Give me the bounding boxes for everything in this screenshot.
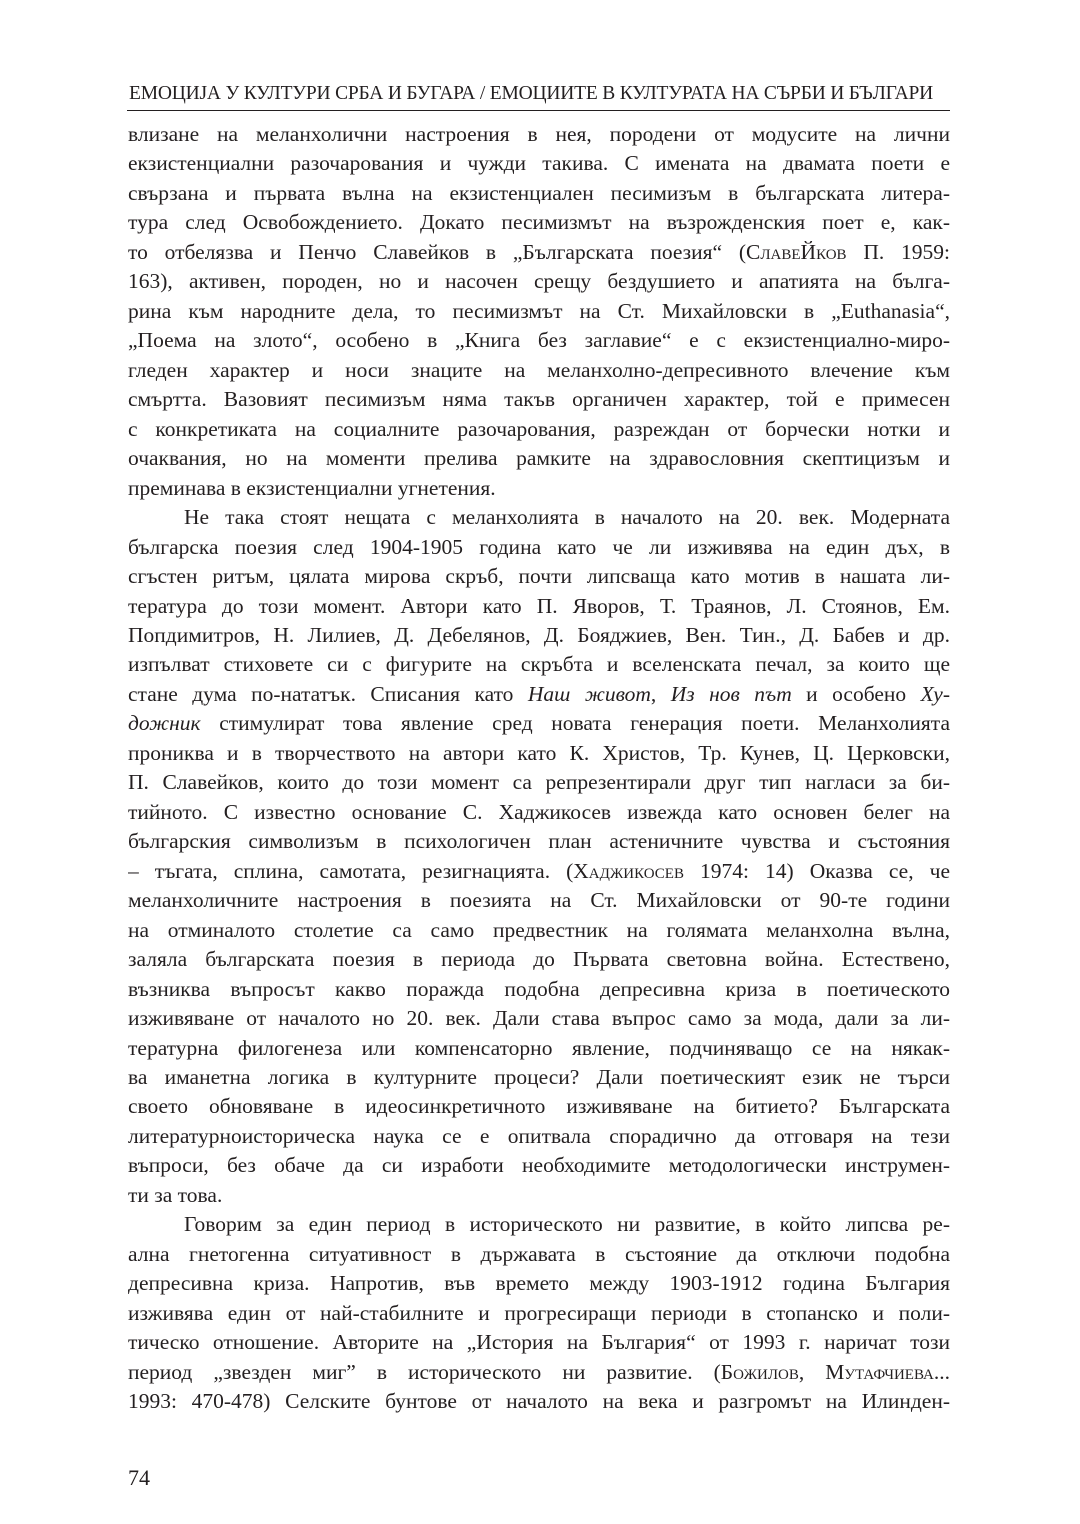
running-header: ЕМОЦИЈА У КУЛТУРИ СРБА И БУГАРА / ЕМОЦИИТЕ В КУЛТУРАТА НА СЪРБИ И БЪЛГАРИ [129, 83, 934, 104]
text-line: тийното. С известно основание С. Хаджикосев извежда като основен белег на [128, 799, 950, 824]
text-line: меланхоличните настроения в поезията на Ст. Михайловски от 90-те години [128, 888, 950, 913]
text-line: – тъгата, сплина, самотата, резигнацията. (Хаджикосев 1974: 14) Оказва се, че [128, 858, 950, 883]
text-line: то отбелязва и Пенчо Славейков в „Българската поезия“ (СлавеЙков П. 1959: [128, 239, 950, 264]
text-line: изживява един от най-стабилните и прогресиращи периоди в стопанско и поли- [128, 1300, 950, 1325]
citation-author: Божилов [720, 1359, 799, 1384]
text-line: Попдимитров, Н. Лилиев, Д. Дебелянов, Д. Бояджиев, Вен. Тин., Д. Бабев и др. [128, 622, 950, 647]
text-line: с конкретиката на социалните разочарования, разреждан от борчески нотки и [128, 416, 950, 441]
journal-title: Из нов път [670, 681, 792, 706]
text-line: гледен характер и носи знаците на меланхолно-депресивното влечение към [128, 357, 950, 382]
journal-title: дожник [128, 711, 201, 736]
text-line: депресивна криза. Напротив, във времето между 1903-1912 година България [128, 1271, 950, 1296]
text-line: литературноисторическа наука се е опитвала спорадично да отговаря на тези [128, 1123, 950, 1148]
journal-title: Ху- [920, 681, 950, 706]
text-line: очаквания, но на моменти прелива рамките на здравословния скептицизъм и [128, 446, 950, 471]
text-line: стане дума по-нататък. Списания като Наш живот, Из нов път и особено Ху- [128, 681, 950, 706]
text-line: българска поезия след 1904-1905 година като че ли изживява на един дъх, в [128, 534, 950, 559]
text-line: 1993: 470-478) Селските бунтове от началото на века и разгромът на Илинден- [128, 1389, 950, 1414]
text-line: тическо отношение. Авторите на „История на България“ от 1993 г. наричат този [128, 1330, 950, 1355]
journal-title: Наш живот [527, 681, 651, 706]
text-line: тура след Освобождението. Докато песимизмът на възрожденския поет е, как- [128, 210, 950, 235]
text-line: свързана и първата вълна на екзистенциален песимизъм в българската литера- [128, 180, 950, 205]
text-line: 163), активен, породен, но и насочен срещу бездушието и апатията на бълга- [128, 269, 950, 294]
text-line: смъртта. Вазовият песимизъм няма такъв органичен характер, той е примесен [128, 387, 950, 412]
text-line: П. Славейков, които до този момент са репрезентирали друг тип нагласи за би- [128, 770, 950, 795]
citation-author: Хаджикосев [573, 858, 684, 883]
text-line: тературa до този момент. Автори като П. Яворов, Т. Траянов, Л. Стоянов, Ем. [128, 593, 950, 618]
text-line: българския символизъм в психологичен план астеничните чувства и състояния [128, 829, 950, 854]
text-line: Не така стоят нещата с меланхолията в началото на 20. век. Модерната [184, 505, 950, 530]
text-line: дожник стимулират това явление сред новата генерация поети. Меланхолията [128, 711, 950, 736]
body-text [128, 120, 950, 1417]
text-line: Говорим за един период в историческото ни развитие, в който липсва ре- [184, 1212, 950, 1237]
text-line: изживяване от началото но 20. век. Дали става въпрос само за мода, дали за ли- [128, 1006, 950, 1031]
text-line: изпълват стиховете си с фигурите на скръбта и вселенската печал, за които ще [128, 652, 950, 677]
text-line: своето обновяване в идеосинкретичното изживяване на битието? Българската [128, 1094, 950, 1119]
text-line: ти за това. [128, 1182, 223, 1207]
citation-author: Мутафчиева [825, 1359, 934, 1384]
text-line: период „звезден миг” в историческото ни развитие. (Божилов, Мутафчиева... [128, 1359, 950, 1384]
text-line: възниква въпросът какво поражда подобна депресивна криза в поетическото [128, 976, 950, 1001]
text-line: преминава в екзистенциални угнетения. [128, 475, 496, 500]
citation-author: СлавеЙков [746, 239, 847, 264]
text-line: рина към народните дела, то песимизмът на Ст. Михайловски в „Euthanasia“, [128, 298, 950, 323]
text-line: прониква и в творчеството на автори като К. Христов, Тр. Кунев, Ц. Церковски, [128, 740, 950, 765]
text-line: въпроси, без обаче да си изработи необходимите методологически инструмен- [128, 1153, 950, 1178]
header-rule [127, 110, 950, 111]
text-line: ва иманетна логика в културните процеси? Дали поетическият език не търси [128, 1065, 950, 1089]
text-line: екзистенциални разочарования и чужди такива. С имената на двамата поети е [128, 151, 950, 176]
text-line: заляла българската поезия в периода до Първата световна война. Естествено, [128, 947, 950, 972]
text-line: сгъстен ритъм, цялата мирова скръб, почти липсваща като мотив в нашата ли- [128, 564, 950, 589]
text-line: на отминалото столетие са само предвестник на голямата меланхолна вълна, [128, 917, 950, 942]
text-line: „Поема на злото“, особено в „Книга без заглавие“ е с екзистенциално-миро- [128, 328, 950, 353]
text-line: тературна филогенеза или компенсаторно явление, подчиняващо се на някак- [128, 1035, 950, 1060]
text-line: влизане на меланхолични настроения в нея, породени от модусите на лични [128, 122, 950, 146]
text-line: ална гнетогенна ситуативност в държавата в състояние да отключи подобна [128, 1241, 950, 1266]
page-number: 74 [128, 1465, 150, 1490]
